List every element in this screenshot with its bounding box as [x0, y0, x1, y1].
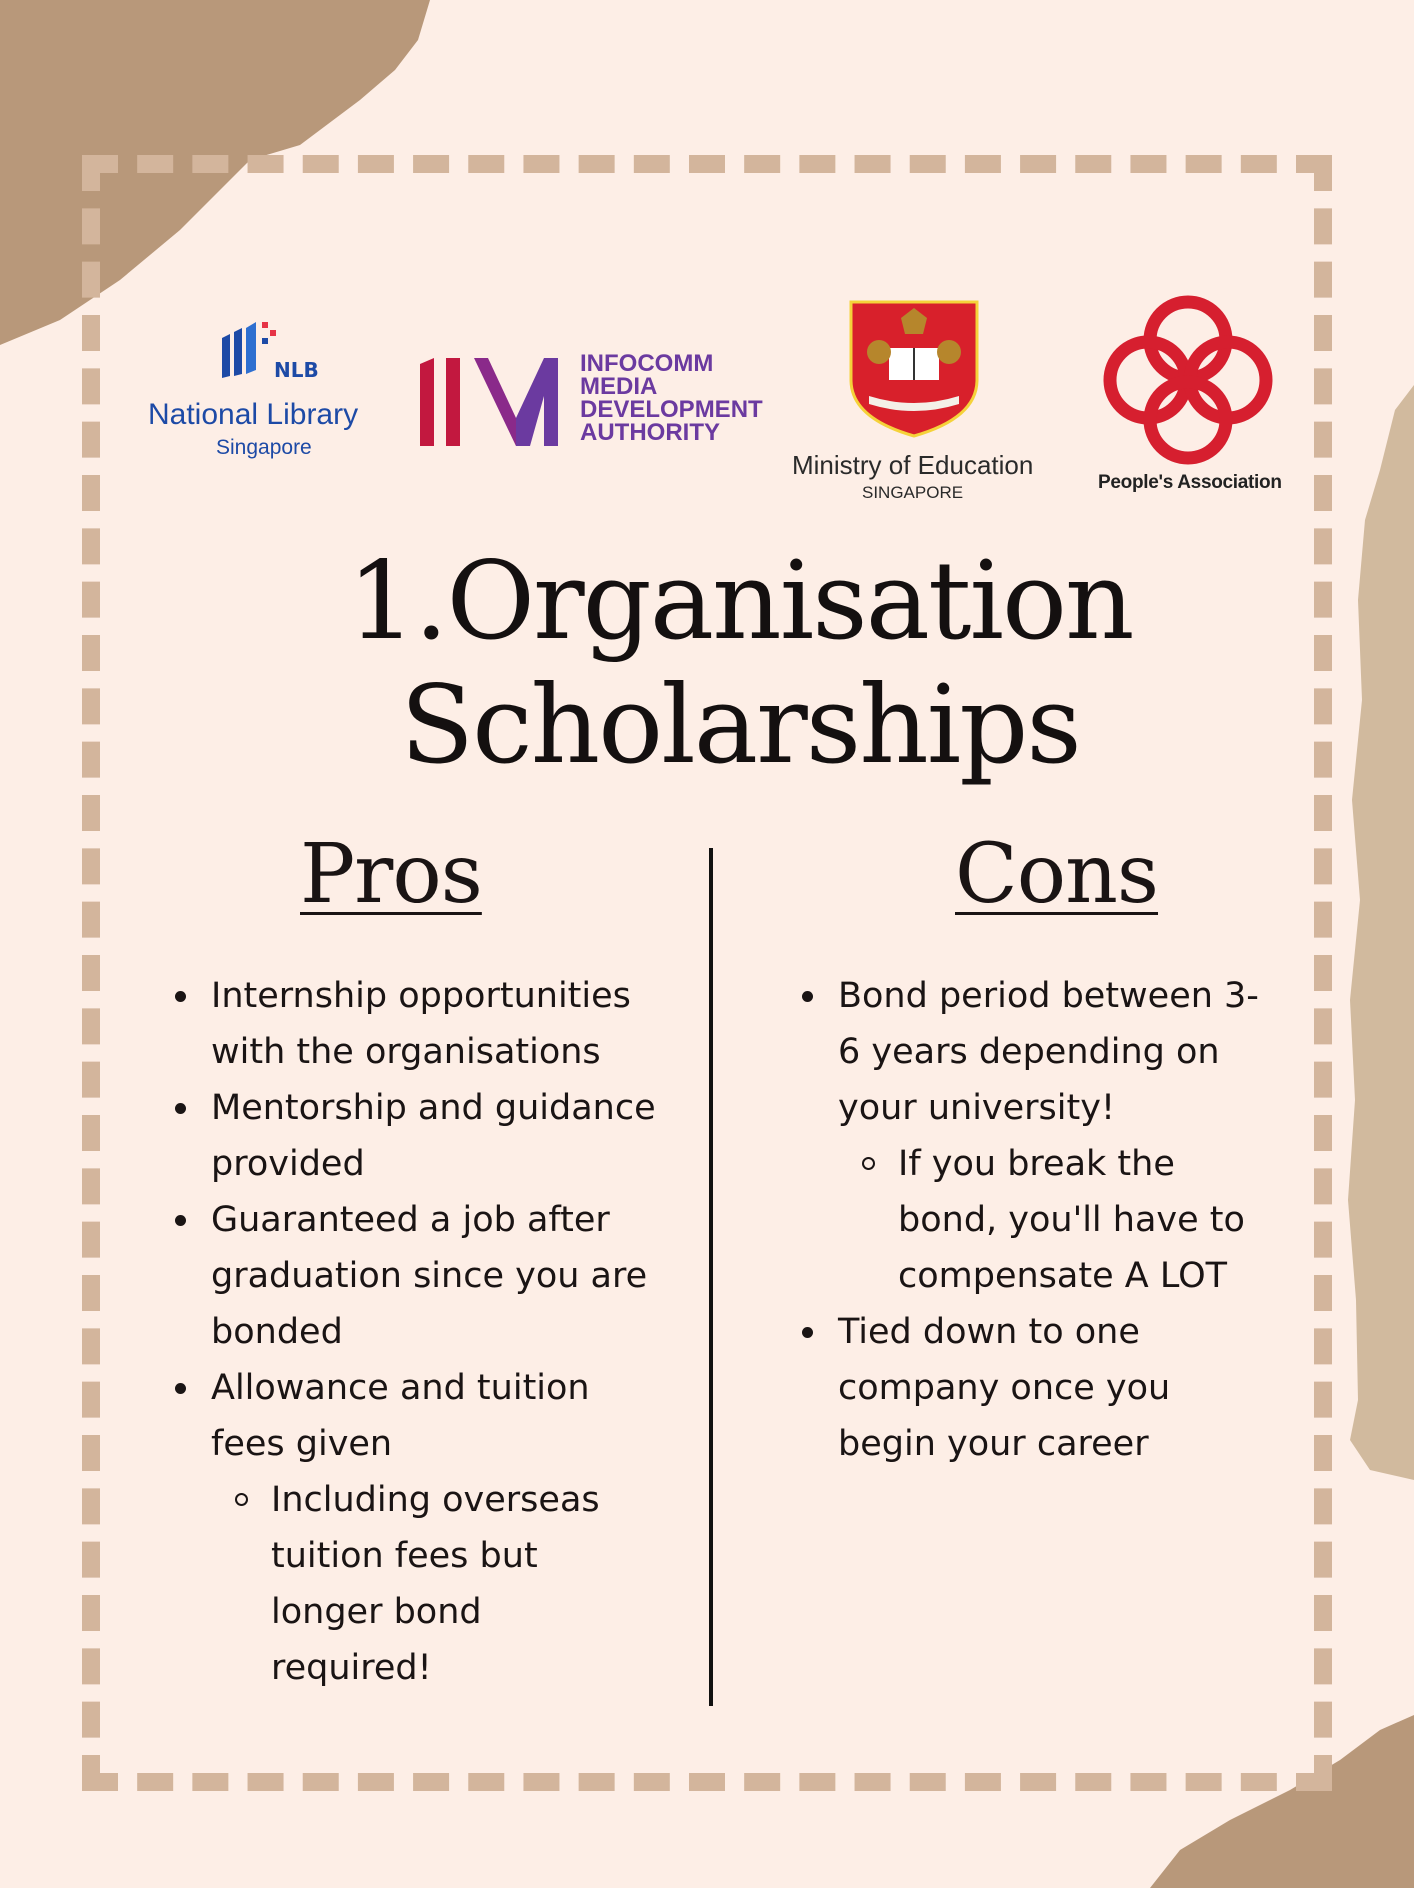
list-item: Guaranteed a job after graduation since you are bonded — [175, 1192, 670, 1360]
page-title-line-2: Scholarships — [400, 663, 1080, 788]
imda-line-3: DEVELOPMENT — [580, 396, 763, 423]
pros-heading: Pros — [300, 827, 482, 922]
nlb-abbr: NLB — [274, 358, 319, 382]
imda-mark-icon — [420, 356, 560, 448]
imda-line-4: AUTHORITY — [580, 419, 720, 446]
sub-list-item: Including overseas tuition fees but longer bond required! — [175, 1472, 616, 1696]
list-item: Bond period between 3-6 years depending on your university! — [802, 968, 1278, 1136]
cons-list — [802, 968, 1277, 1472]
torn-paper-right — [1348, 385, 1414, 1480]
nlb-logo — [148, 318, 388, 468]
imda-line-1: INFOCOMM — [580, 350, 714, 377]
moe-crest-icon — [849, 300, 979, 438]
imda-logo — [420, 352, 780, 452]
list-item: Tied down to one company once you begin your career — [802, 1304, 1208, 1472]
page-title-line-1: 1.Organisation — [347, 539, 1133, 664]
column-divider — [709, 848, 713, 1706]
list-item: Internship opportunities with the organisations — [175, 968, 670, 1080]
pa-logo — [1090, 290, 1290, 500]
imda-line-2: MEDIA — [580, 373, 658, 400]
nlb-sub: Singapore — [216, 436, 312, 459]
moe-sub: SINGAPORE — [862, 483, 964, 502]
sub-list-item: If you break the bond, you'll have to compensate A LOT — [802, 1136, 1258, 1304]
moe-logo — [786, 300, 1041, 505]
pa-name: People's Association — [1098, 472, 1282, 493]
pros-list — [175, 968, 670, 1696]
page-title — [300, 540, 1180, 788]
pa-rings-icon — [1098, 290, 1278, 470]
imda-text — [580, 352, 763, 444]
cons-heading: Cons — [955, 827, 1159, 922]
list-item: Allowance and tuition fees given — [175, 1360, 670, 1472]
nlb-name: National Library — [148, 398, 359, 431]
list-item: Mentorship and guidance provided — [175, 1080, 670, 1192]
moe-name: Ministry of Education — [792, 450, 1034, 480]
